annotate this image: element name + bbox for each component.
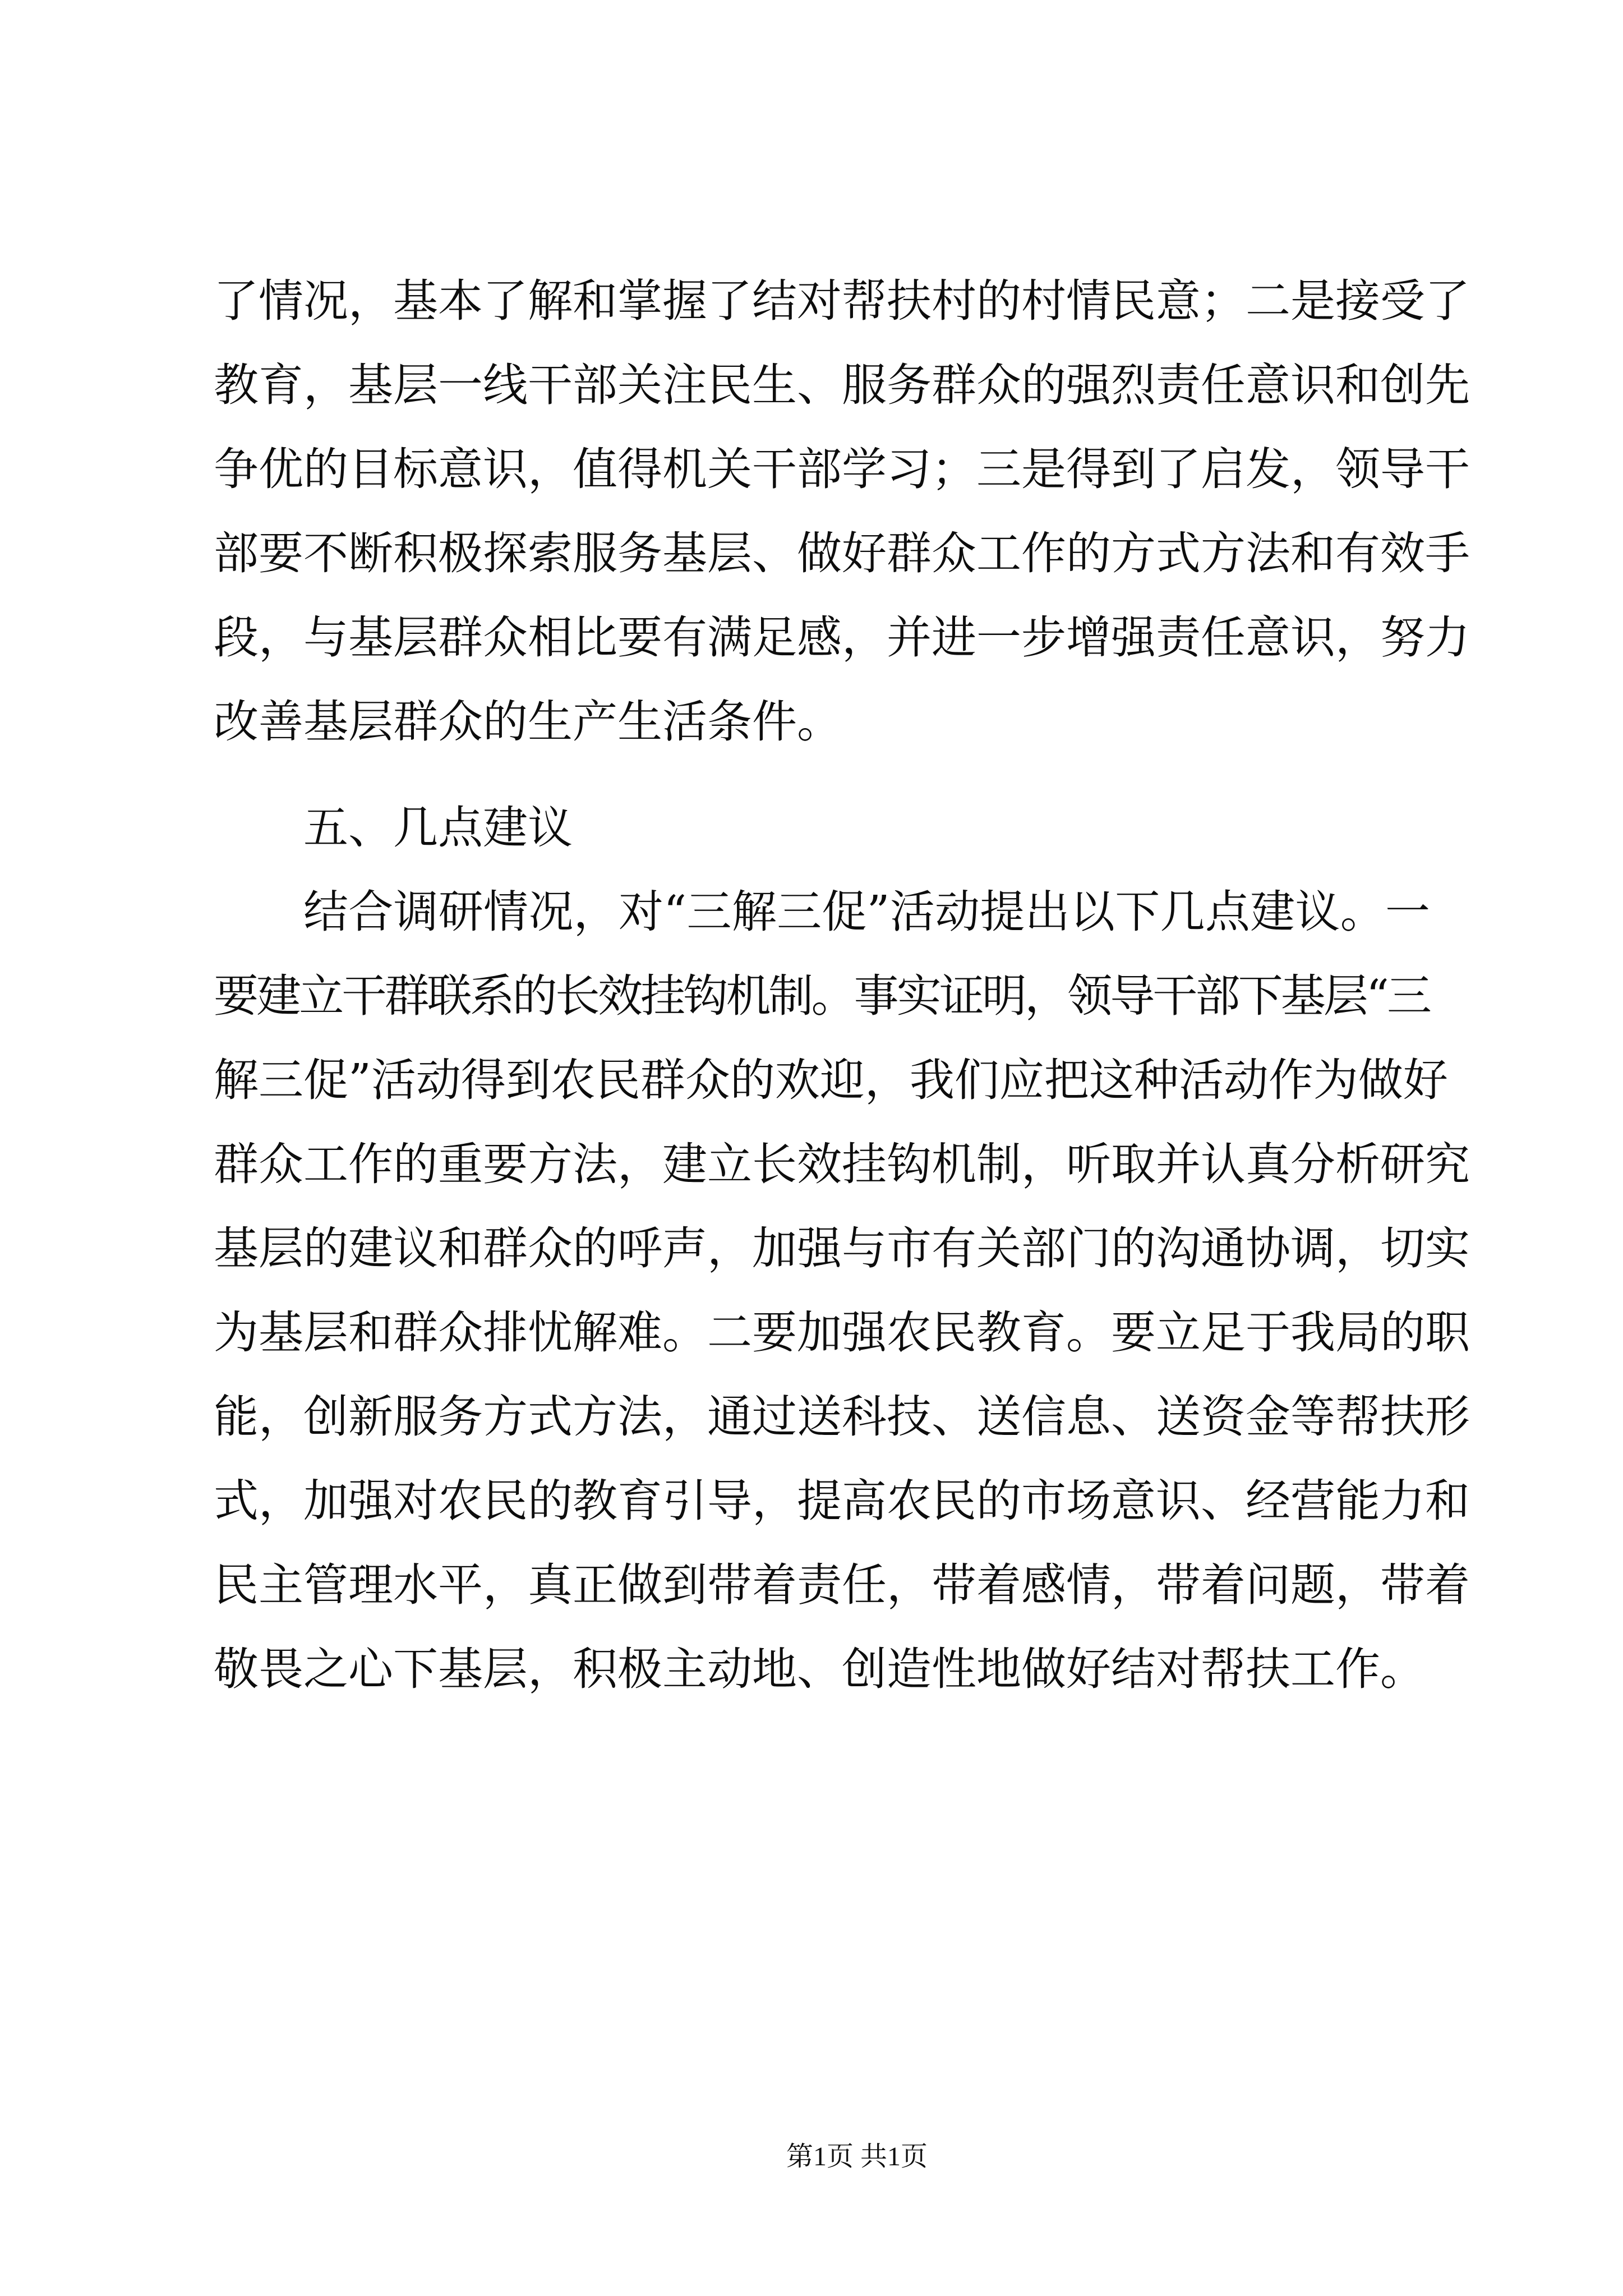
- paragraph-line: 民主管理水平，真正做到带着责任，带着感情，带着问题，带着: [214, 1559, 1470, 1611]
- paragraph-line: 群众工作的重要方法，建立长效挂钩机制，听取并认真分析研究: [214, 1138, 1470, 1190]
- paragraph-line: 教育，基层一线干部关注民生、服务群众的强烈责任意识和创先: [214, 359, 1470, 411]
- paragraph-line: 式，加强对农民的教育引导，提高农民的市场意识、经营能力和: [214, 1475, 1470, 1527]
- paragraph-line: 要建立干群联系的长效挂钩机制。事实证明，领导干部下基层“三: [214, 970, 1428, 1022]
- paragraph-line: 段，与基层群众相比要有满足感，并进一步增强责任意识，努力: [214, 611, 1470, 664]
- paragraph-line: 争优的目标意识，值得机关干部学习；三是得到了启发，领导干: [214, 443, 1470, 495]
- paragraph-line: 结合调研情况，对“三解三促”活动提出以下几点建议。一: [303, 886, 1428, 938]
- page-number-footer: 第1页 共1页: [786, 2142, 928, 2171]
- suggestions-paragraph: [214, 870, 1470, 1711]
- document-body: [214, 259, 1470, 1711]
- continued-paragraph: [214, 259, 1470, 764]
- paragraph-line: 敬畏之心下基层，积极主动地、创造性地做好结对帮扶工作。: [214, 1643, 1425, 1695]
- paragraph-line: 能，创新服务方式方法，通过送科技、送信息、送资金等帮扶形: [214, 1391, 1470, 1443]
- paragraph-line: 了情况，基本了解和掌握了结对帮扶村的村情民意；二是接受了: [214, 275, 1470, 327]
- paragraph-line: 基层的建议和群众的呼声，加强与市有关部门的沟通协调，切实: [214, 1222, 1470, 1274]
- paragraph-line: 解三促”活动得到农民群众的欢迎，我们应把这种活动作为做好: [214, 1054, 1448, 1106]
- paragraph-line: 改善基层群众的生产生活条件。: [214, 696, 842, 748]
- section-heading: 五、几点建议: [303, 802, 573, 854]
- paragraph-line: 为基层和群众排忧解难。二要加强农民教育。要立足于我局的职: [214, 1306, 1470, 1359]
- paragraph-line: 部要不断积极探索服务基层、做好群众工作的方式方法和有效手: [214, 527, 1470, 579]
